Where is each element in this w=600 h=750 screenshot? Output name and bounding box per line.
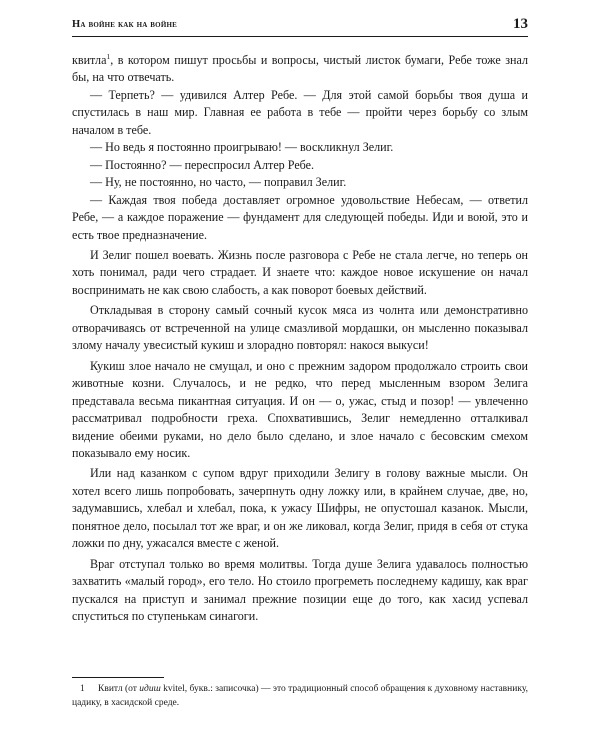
paragraph — [72, 52, 528, 87]
paragraph-text: , в котором пишут просьбы и вопросы, чистый листок бумаги, Ребе тоже знал бы, на что отвечать. — [72, 53, 528, 85]
paragraph: Откладывая в сторону самый сочный кусок мяса из чолнта или демонстративно отворачиваясь от встреченной на улице смазливой мордашки, он мысленно показывал злому началу увесистый кукиш и злорадно повторял: накося выкуси! — [72, 303, 528, 353]
footnote-rule — [72, 677, 164, 678]
body-text — [72, 52, 528, 626]
paragraph: — Ну, не постоянно, но часто, — поправил Зелиг. — [90, 175, 347, 190]
footnote-italic: идиш — [139, 684, 161, 694]
footnote — [72, 682, 528, 710]
paragraph: — Терпеть? — удивился Алтер Ребе. — Для этой самой борьбы твоя душа и спустилась в наш мир. Главная ее работа в тебе — пройти через борьбу со злым началом в тебе. — [72, 87, 528, 137]
paragraph: И Зелиг пошел воевать. Жизнь после разговора с Ребе не стала легче, но теперь он хоть понимал, ради чего страдает. И знаете что: каждое новое искушение он начал воспринимать не как свою слабость, а как поворот боевых действий. — [72, 247, 528, 297]
footnote-ref[interactable]: 1 — [106, 52, 111, 61]
footnote-number: 1 — [80, 684, 85, 694]
paragraph: — Постоянно? — переспросил Алтер Ребе. — [90, 157, 315, 172]
paragraph: — Но ведь я постоянно проигрываю! — воскликнул Зелиг. — [90, 140, 394, 155]
footnote-lead: Квитл (от — [98, 684, 140, 694]
paragraph-text: квитла — [72, 53, 107, 67]
paragraph: — Каждая твоя победа доставляет огромное удовольствие Небесам, — ответил Ребе, — а каждое поражение — фундамент для следующей победы. Иди и воюй, это и есть твое предназначение. — [72, 192, 528, 242]
paragraph: Или над казанком с супом вдруг приходили Зелигу в голову важные мысли. Он хотел всего лишь попробовать, зачерпнуть одну ложку или, в крайнем случае, две, но, задумавшись, хлебал и хлебал, пока, к ужасу Шифры, не опустошал казанок. Мысли, понятное дело, посылал тот же враг, и он же ликовал, когда Зелиг, придя в себя от стука ложки по дну, ужасался вместе с женой. — [72, 466, 528, 551]
page-header — [72, 16, 528, 38]
paragraph: Враг отступал только во время молитвы. Тогда душе Зелига удавалось полностью захватить «малый город», его тело. Но стоило прогреметь последнему кадишу, как враг пускался на приступ и занимал прежние позиции еще до того, как хасид успевал спуститься по ступенькам синагоги. — [72, 556, 528, 624]
paragraph: Кукиш злое начало не смущал, и оно с прежним задором продолжало строить свои животные козни. Случалось, и не редко, что перед мысленным взором Зелига представала весьма пикантная ситуация. И он — о, ужас, стыд и позор! — увлеченно рассматривал подробности греха. Спохватившись, Зелиг немедленно отталкивал видение обеими руками, но дело было сделано, и злое начало с бесовским смехом показывало ему носик. — [72, 358, 528, 460]
header-rule — [72, 36, 528, 37]
running-head: На войне как на войне — [72, 19, 177, 30]
page-number: 13 — [513, 16, 528, 32]
footnote-rest: kvitel, букв.: записочка) — это традиционный способ обращения к духовному наставнику, цадику, в хасидской среде. — [72, 684, 528, 708]
